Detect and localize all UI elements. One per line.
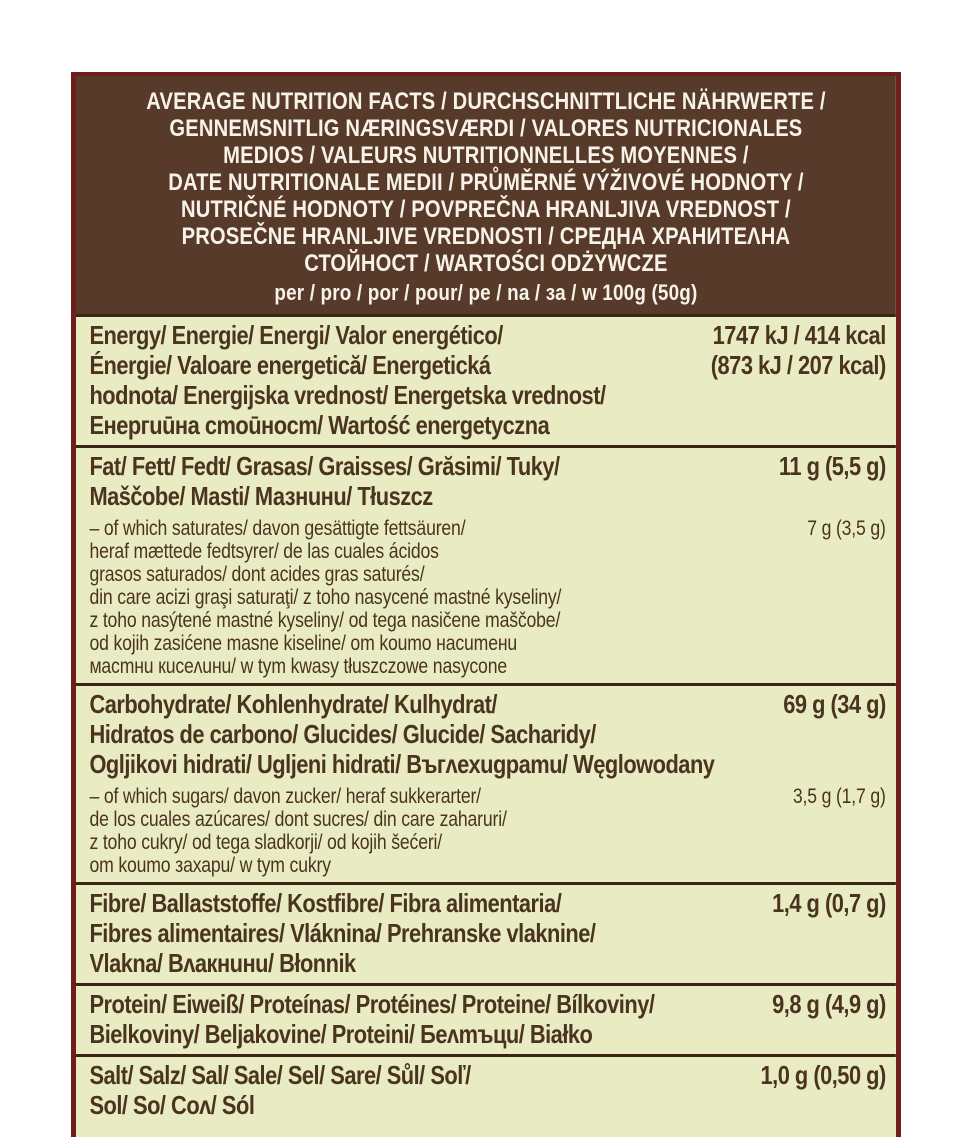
row-carbohydrate [76, 683, 896, 882]
fat-label-text: od kojih zasićene masne kiseline/ om koumo нacumeнu [89, 632, 518, 655]
energy-line [89, 320, 885, 350]
carbohydrate-line [89, 785, 885, 808]
fat-line [89, 481, 885, 511]
row-salt [76, 1054, 896, 1134]
carbohydrate-line [89, 719, 885, 749]
protein-value: 9,8 g (4,9 g) [772, 989, 886, 1019]
header-title-line: MEDIOS / VALEURS NUTRITIONNELLES MOYENNES / [223, 142, 749, 169]
fat-line [89, 563, 885, 586]
fat-line [89, 632, 885, 655]
protein-line [89, 1019, 885, 1049]
header-title-line: СТОЙНОСТ / WARTOŚCI ODŻYWCZE [304, 250, 668, 277]
carbohydrate-line [89, 854, 885, 877]
energy-label-text: Énergie/ Valoare energetică/ Energetická [89, 350, 491, 380]
carbohydrate-label-text: de los cuales azúcares/ dont sucres/ din care zaharuri/ [89, 808, 507, 831]
label-body [76, 314, 896, 1134]
energy-value: (873 kJ / 207 kcal) [710, 350, 886, 380]
carbohydrate-label-text: z toho cukry/ od tega sladkorji/ od kojih šećeri/ [89, 831, 443, 854]
carbohydrate-value: 69 g (34 g) [783, 689, 886, 719]
header-title-line: AVERAGE NUTRITION FACTS / DURCHSCHNITTLICHE NÄHRWERTE / [146, 88, 826, 115]
fat-label-text: grasos saturados/ dont acides gras saturés/ [89, 563, 425, 586]
row-energy [76, 314, 896, 445]
fat-line [89, 586, 885, 609]
salt-value: 1,0 g (0,50 g) [760, 1060, 886, 1090]
energy-label-text: Energy/ Energie/ Energi/ Valor energético/ [89, 320, 503, 350]
carbohydrate-label-text: om koumo захаpu/ w tym cukry [89, 854, 331, 877]
carbohydrate-label-text: Carbohydrate/ Kohlenhydrate/ Kulhydrat/ [89, 689, 497, 719]
header-title-line: DATE NUTRITIONALE MEDII / PRŮMĚRNÉ VÝŽIVOVÉ HODNOTY / [168, 169, 804, 196]
carbohydrate-line [89, 831, 885, 854]
header-title-line: PROSEČNE HRANLJIVE VREDNOSTI / СРЕДНА ХРАНИТЕΛНА [181, 223, 791, 250]
carbohydrate-line [89, 749, 885, 779]
fat-label-text: heraf mættede fedtsyrer/ de las cuales ácidos [89, 540, 439, 563]
protein-line [89, 989, 885, 1019]
fat-label-text: – of which saturates/ davon gesättigte fettsäuren/ [89, 517, 466, 540]
fat-label-text: z toho nasýtené mastné kyseliny/ od tega nasičene maščobe/ [89, 609, 561, 632]
energy-line [89, 380, 885, 410]
carbohydrate-line [89, 808, 885, 831]
salt-label-text: Sol/ So/ Coʌ/ Sól [89, 1090, 255, 1120]
carbohydrate-label-text: Ogljikovi hidrati/ Ugljeni hidrati/ Въгʌехugpamu/ Węglowodany [89, 749, 715, 779]
salt-label-text: Salt/ Salz/ Sal/ Sale/ Sel/ Sare/ Sůl/ Soľ/ [89, 1060, 471, 1090]
fibre-line [89, 888, 885, 918]
fibre-value: 1,4 g (0,7 g) [772, 888, 886, 918]
fat-value: 11 g (5,5 g) [778, 451, 886, 481]
protein-label-text: Protein/ Eiweiß/ Proteínas/ Protéines/ Proteine/ Bílkoviny/ [89, 989, 655, 1019]
fibre-label-text: Fibre/ Ballaststoffe/ Kostfibre/ Fibra alimentaria/ [89, 888, 562, 918]
header-title-line: GENNEMSNITLIG NÆRINGSVÆRDI / VALORES NUTRICIONALES [169, 115, 803, 142]
fibre-line [89, 948, 885, 978]
row-fibre [76, 882, 896, 983]
fibre-line [89, 918, 885, 948]
fibre-label-text: Vlakna/ Вʌакнuнu/ Błonnik [89, 948, 356, 978]
label-header [76, 76, 896, 314]
nutrition-facts-label [71, 72, 901, 1137]
fat-label-text: Maščobe/ Masti/ Мазнuнu/ Tłuszcz [89, 481, 433, 511]
header-title-line: NUTRIČNÉ HODNOTY / POVPREČNA HRANLJIVA VREDNOST / [181, 196, 791, 223]
label-content [76, 76, 896, 1134]
fat-line [89, 517, 885, 540]
fat-label-text: din care acizi graşi saturaţi/ z toho nasycené mastné kyseliny/ [89, 586, 562, 609]
fat-line [89, 451, 885, 481]
fat-line [89, 609, 885, 632]
fibre-label-text: Fibres alimentaires/ Vláknina/ Prehranske vlaknine/ [89, 918, 596, 948]
row-fat [76, 445, 896, 683]
row-protein [76, 983, 896, 1054]
energy-label-text: hodnota/ Energijska vrednost/ Energetska vrednost/ [89, 380, 606, 410]
protein-label-text: Bielkoviny/ Beljakovine/ Proteini/ Беʌmъцu/ Białko [89, 1019, 593, 1049]
salt-line [89, 1060, 885, 1090]
fat-value: 7 g (3,5 g) [807, 517, 886, 540]
carbohydrate-label-text: Hidratos de carbono/ Glucides/ Glucide/ Sacharidy/ [89, 719, 596, 749]
energy-label-text: Енергuūна cmoūнocm/ Wartość energetyczna [89, 410, 550, 440]
carbohydrate-label-text: – of which sugars/ davon zucker/ heraf sukkerarter/ [89, 785, 481, 808]
fat-line [89, 655, 885, 678]
carbohydrate-value: 3,5 g (1,7 g) [792, 785, 886, 808]
carbohydrate-line [89, 689, 885, 719]
fat-label-text: мacmнu кuceʌuнu/ w tym kwasy tłuszczowe nasycone [89, 655, 507, 678]
energy-value: 1747 kJ / 414 kcal [712, 320, 886, 350]
fat-line [89, 540, 885, 563]
salt-line [89, 1090, 885, 1120]
energy-line [89, 410, 885, 440]
fat-label-text: Fat/ Fett/ Fedt/ Grasas/ Graisses/ Grăsimi/ Tuky/ [89, 451, 560, 481]
energy-line [89, 350, 885, 380]
serving-size-line: per / pro / por / pour/ pe / na / за / w 100g (50g) [274, 280, 698, 305]
